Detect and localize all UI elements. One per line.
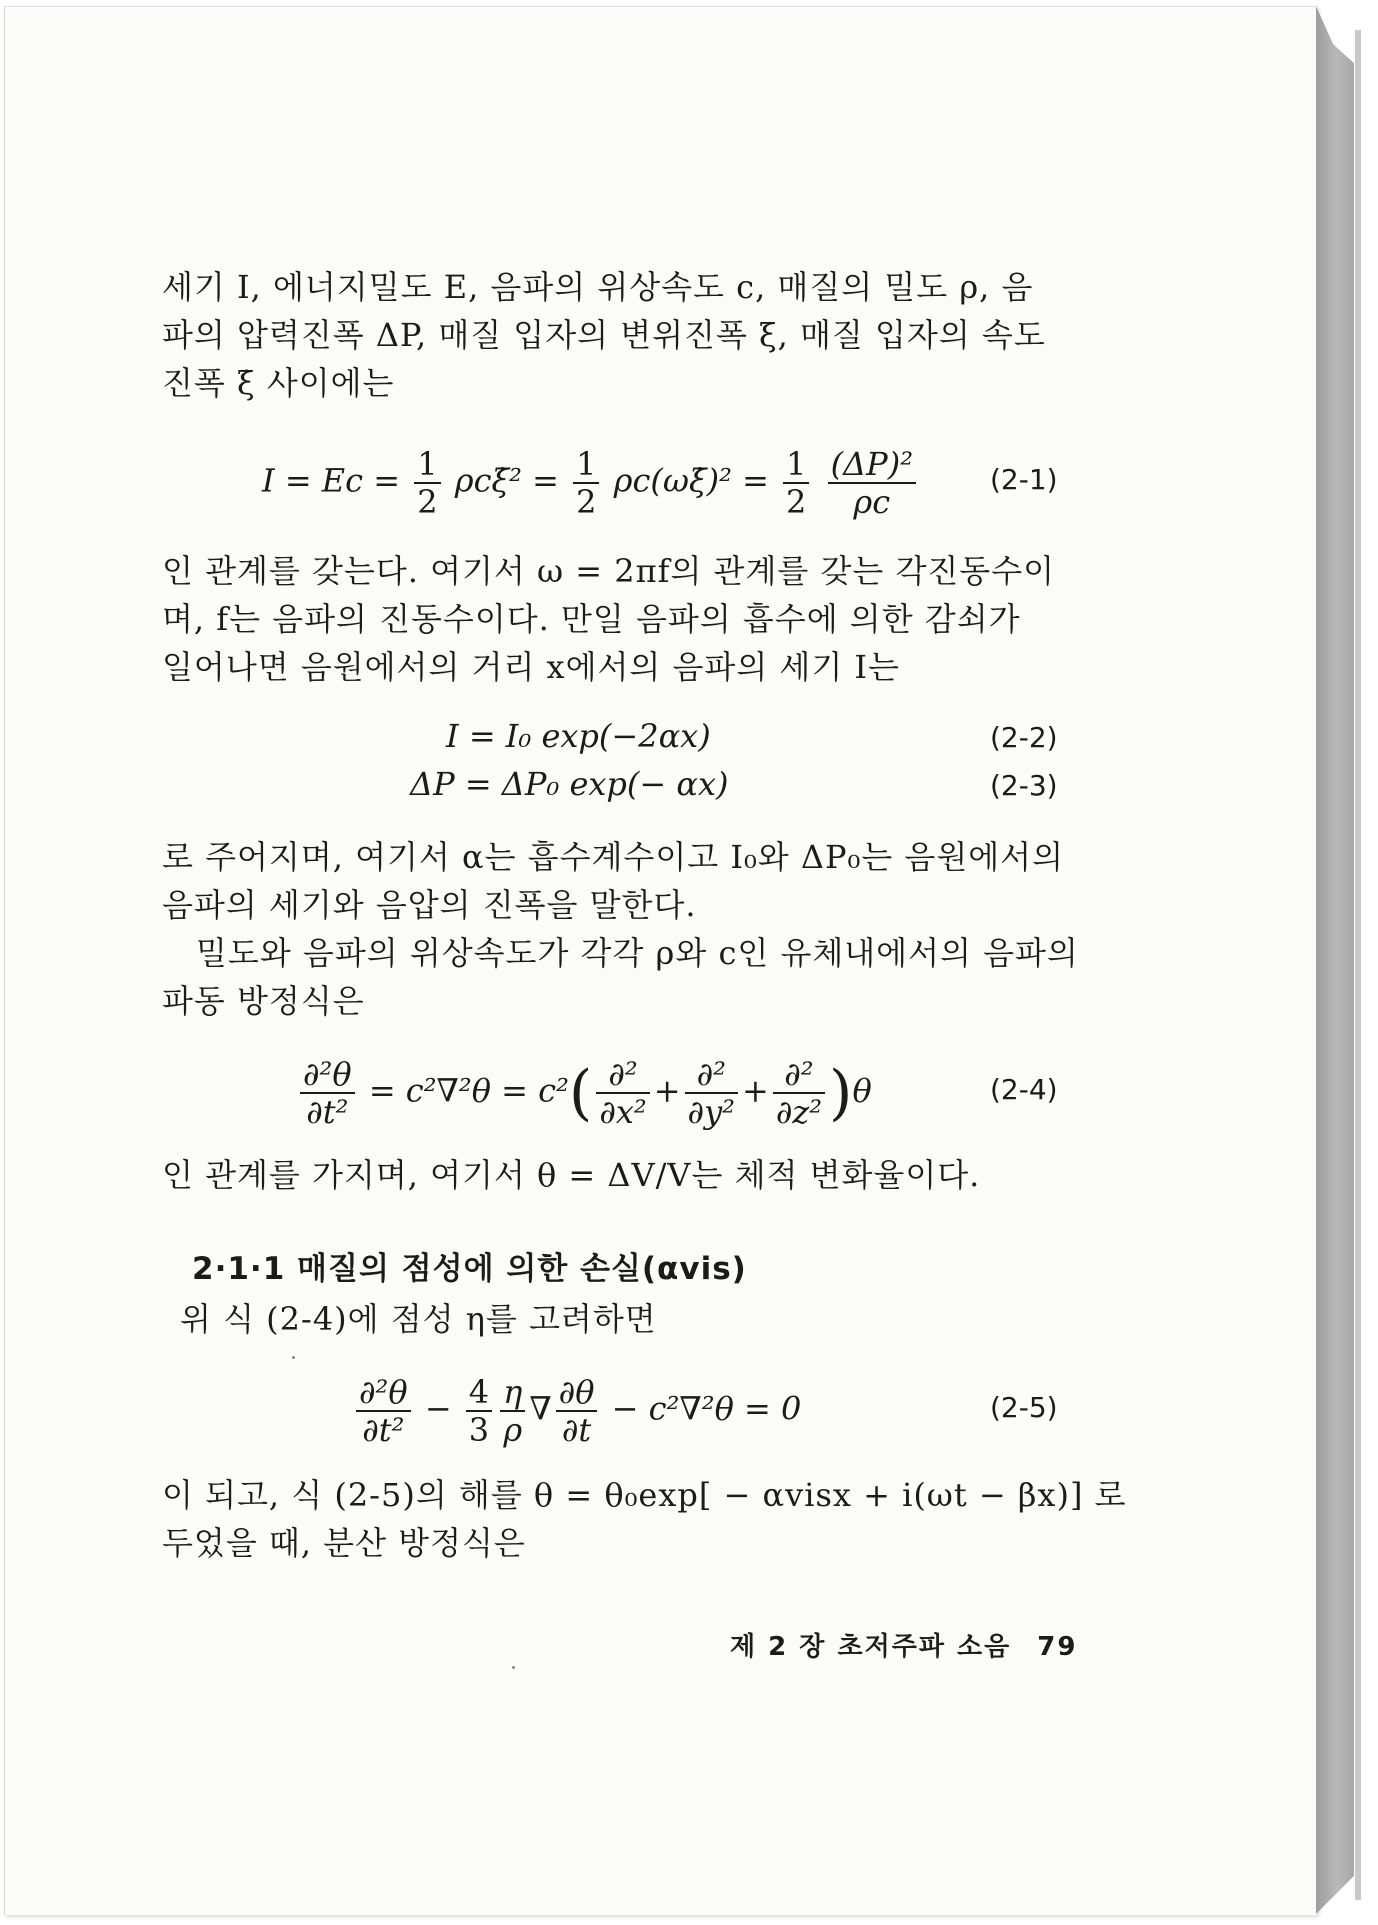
paragraph-2-line-3: 일어나면 음원에서의 거리 x에서의 음파의 세기 I는 — [162, 648, 900, 686]
paragraph-4-line-1: 밀도와 음파의 위상속도가 각각 ρ와 c인 유체내에서의 음파의 — [196, 934, 1079, 972]
equation-2-2: I = I₀ exp(−2αx) — [446, 717, 711, 755]
paragraph-7-line-1: 이 되고, 식 (2-5)의 해를 θ = θ₀exp[ − αvisx + i(ωt − βx)] 로 — [162, 1476, 1127, 1514]
equation-number-2-5: (2-5) — [990, 1391, 1058, 1424]
equation-number-2-3: (2-3) — [990, 769, 1058, 802]
equation-number-2-2: (2-2) — [990, 721, 1058, 754]
fraction: $\frac{1}{2}$ — [783, 448, 809, 518]
equation-2-3: ΔP = ΔP₀ exp(− αx) — [410, 765, 729, 803]
paragraph-5: 인 관계를 가지며, 여기서 θ = ΔV/V는 체적 변화율이다. — [162, 1156, 981, 1194]
equation-number-2-4: (2-4) — [990, 1073, 1058, 1106]
paragraph-3-line-2: 음파의 세기와 음압의 진폭을 말한다. — [162, 886, 697, 924]
fraction: $\frac{1}{2}$ — [414, 448, 440, 518]
fraction: $\frac{\text{(ΔP)²}}{\rho c}$ — [828, 448, 916, 518]
fraction: $\frac{\text{∂²θ}}{\text{∂t²}}$ — [356, 1376, 411, 1446]
scan-speck — [512, 1666, 515, 1669]
paragraph-7-line-2: 두었을 때, 분산 방정식은 — [162, 1524, 526, 1562]
paragraph-6: 위 식 (2-4)에 점성 η를 고려하면 — [180, 1300, 657, 1338]
section-heading: 2·1·1 매질의 점성에 의한 손실(αvis) — [192, 1251, 747, 1287]
fraction: $\frac{1}{2}$ — [573, 448, 599, 518]
paragraph-2-line-1: 인 관계를 갖는다. 여기서 ω = 2πf의 관계를 갖는 각진동수이 — [162, 552, 1056, 590]
scan-speck — [292, 1356, 295, 1359]
page-footer — [730, 1626, 1077, 1663]
running-footer-chapter: 제 2 장 초저주파 소음 — [730, 1632, 1012, 1662]
fraction: $\frac{\text{∂²}}{\text{∂z²}}$ — [773, 1058, 825, 1128]
paragraph-2-line-2: 며, f는 음파의 진동수이다. 만일 음파의 흡수에 의한 감쇠가 — [162, 600, 1021, 638]
page-number: 79 — [1037, 1632, 1078, 1662]
paragraph-4-line-2: 파동 방정식은 — [162, 982, 365, 1020]
equation-2-5: $\frac{\text{∂²θ}}{\text{∂t²}}$ − $\frac{4}{3}$ $\frac{\eta}{\rho}$ ∇ $\frac{\partial\theta}{\partial t}$ − c²∇²θ = 0 — [352, 1376, 801, 1446]
fraction: $\frac{\partial\theta}{\partial t}$ — [556, 1376, 598, 1446]
equation-2-1: I = Ec = $\frac{1}{2}$ ρcξ̇² = $\frac{1}{2}$ ρc(ωξ̇)² = $\frac{1}{2}$ $\frac{\text{(ΔP)²}}{\rho c}$ — [262, 448, 920, 518]
equation-number-2-1: (2-1) — [990, 463, 1058, 496]
paragraph-1-line-2: 파의 압력진폭 ΔP, 매질 입자의 변위진폭 ξ, 매질 입자의 속도 — [162, 316, 1046, 354]
fraction: $\frac{\text{∂²θ}}{\text{∂t²}}$ — [300, 1058, 355, 1128]
page-edge-shadow — [1316, 6, 1354, 1914]
equation-2-4: $\frac{\text{∂²θ}}{\text{∂t²}}$ = c²∇²θ = c²( $\frac{\text{∂²}}{\text{∂x²}}$ + $\frac{\text{∂²}}{\text{∂y²}}$ + $\frac{\text{∂²}}{\text{∂z²}}$ )θ — [296, 1058, 872, 1128]
fraction: $\frac{\eta}{\rho}$ — [500, 1376, 525, 1446]
page-edge-line — [1355, 30, 1361, 1900]
fraction: $\frac{\text{∂²}}{\text{∂y²}}$ — [685, 1058, 738, 1128]
fraction: $\frac{\text{∂²}}{\text{∂x²}}$ — [596, 1058, 649, 1128]
paragraph-1-line-1: 세기 I, 에너지밀도 E, 음파의 위상속도 c, 매질의 밀도 ρ, 음 — [162, 268, 1034, 306]
paragraph-3-line-1: 로 주어지며, 여기서 α는 흡수계수이고 I₀와 ΔP₀는 음원에서의 — [162, 838, 1064, 876]
paragraph-1-line-3: 진폭 ξ̇ 사이에는 — [162, 364, 395, 402]
fraction: $\frac{4}{3}$ — [466, 1376, 492, 1446]
